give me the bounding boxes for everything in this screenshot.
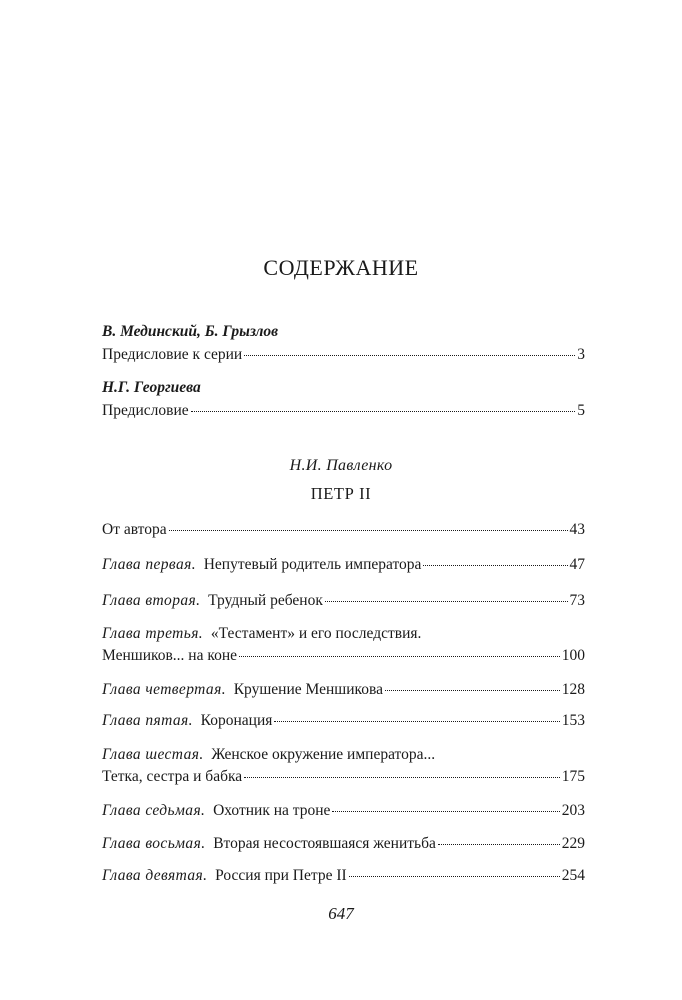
toc-entry-page: 43	[569, 521, 585, 538]
toc-entry-page: 73	[569, 592, 585, 609]
toc-entry-title-cont: Меншиков... на коне	[102, 647, 238, 664]
chapter-label: Глава четвертая.	[102, 681, 226, 698]
toc-entry-title-cont: Тетка, сестра и бабка	[102, 768, 243, 785]
dot-leader	[438, 844, 560, 845]
dot-leader	[244, 777, 560, 778]
toc-entry-chapter-1[interactable]	[102, 556, 585, 574]
toc-entry-title: Предисловие	[102, 402, 189, 419]
dot-leader	[191, 411, 576, 412]
toc-entry-page: 254	[561, 867, 585, 884]
toc-entry-series-preface[interactable]	[102, 346, 585, 364]
dot-leader	[349, 876, 560, 877]
toc-entry-title: Охотник на троне	[213, 802, 331, 819]
chapter-label: Глава шестая.	[102, 746, 204, 763]
chapter-label: Глава вторая.	[102, 592, 201, 609]
dot-leader	[274, 721, 559, 722]
book-title: ПЕТР II	[310, 484, 372, 503]
toc-entry-title: Непутевый родитель императора	[203, 556, 422, 573]
toc-entry-title: Предисловие к серии	[102, 346, 243, 363]
toc-entry-title: Трудный ребенок	[208, 592, 323, 609]
contents-heading: СОДЕРЖАНИЕ	[263, 255, 419, 280]
toc-entry-page: 153	[561, 712, 585, 729]
front-matter-author: В. Мединский, Б. Грызлов	[102, 323, 279, 340]
toc-entry-from-author[interactable]	[102, 521, 585, 539]
toc-entry-title: Вторая несостоявшаяся женитьба	[213, 835, 436, 852]
toc-entry-page: 47	[569, 556, 585, 573]
toc-entry-page: 128	[561, 681, 585, 698]
toc-entry-page: 5	[577, 402, 585, 419]
chapter-label: Глава третья.	[102, 625, 204, 642]
dot-leader	[332, 811, 559, 812]
toc-entry-chapter-2[interactable]	[102, 592, 585, 610]
dot-leader	[385, 690, 560, 691]
toc-entry-title: Крушение Меншикова	[233, 681, 383, 698]
chapter-label: Глава девятая.	[102, 867, 208, 884]
dot-leader	[169, 530, 568, 531]
toc-entry-page: 100	[561, 647, 585, 664]
dot-leader	[244, 355, 575, 356]
book-author: Н.И. Павленко	[289, 457, 393, 474]
toc-entry-chapter-8[interactable]	[102, 835, 585, 853]
toc-entry-page: 203	[561, 802, 585, 819]
toc-entry-page: 175	[561, 768, 585, 785]
front-matter-author: Н.Г. Георгиева	[102, 379, 201, 396]
toc-entry-title: Россия при Петре II	[215, 867, 347, 884]
toc-entry-chapter-5[interactable]	[102, 712, 585, 730]
toc-entry-preface[interactable]	[102, 402, 585, 420]
toc-entry-page: 3	[577, 346, 585, 363]
toc-entry-page: 229	[561, 835, 585, 852]
toc-entry-title: Женское окружение императора...	[211, 746, 436, 763]
toc-entry-title: Коронация	[200, 712, 273, 729]
dot-leader	[239, 656, 560, 657]
toc-entry-chapter-4[interactable]	[102, 681, 585, 699]
toc-entry-title: «Тестамент» и его последствия.	[210, 625, 422, 642]
chapter-label: Глава первая.	[102, 556, 196, 573]
dot-leader	[325, 601, 568, 602]
toc-entry-chapter-6-line1[interactable]	[102, 746, 435, 764]
toc-entry-chapter-3-line1[interactable]	[102, 625, 421, 643]
chapter-label: Глава пятая.	[102, 712, 193, 729]
toc-entry-chapter-9[interactable]	[102, 867, 585, 885]
toc-entry-chapter-6-line2[interactable]	[102, 768, 585, 786]
toc-entry-chapter-3-line2[interactable]	[102, 647, 585, 665]
chapter-label: Глава седьмая.	[102, 802, 206, 819]
toc-entry-chapter-7[interactable]	[102, 802, 585, 820]
page-number: 647	[328, 904, 354, 923]
dot-leader	[423, 565, 567, 566]
chapter-label: Глава восьмая.	[102, 835, 206, 852]
toc-entry-title: От автора	[102, 521, 167, 538]
